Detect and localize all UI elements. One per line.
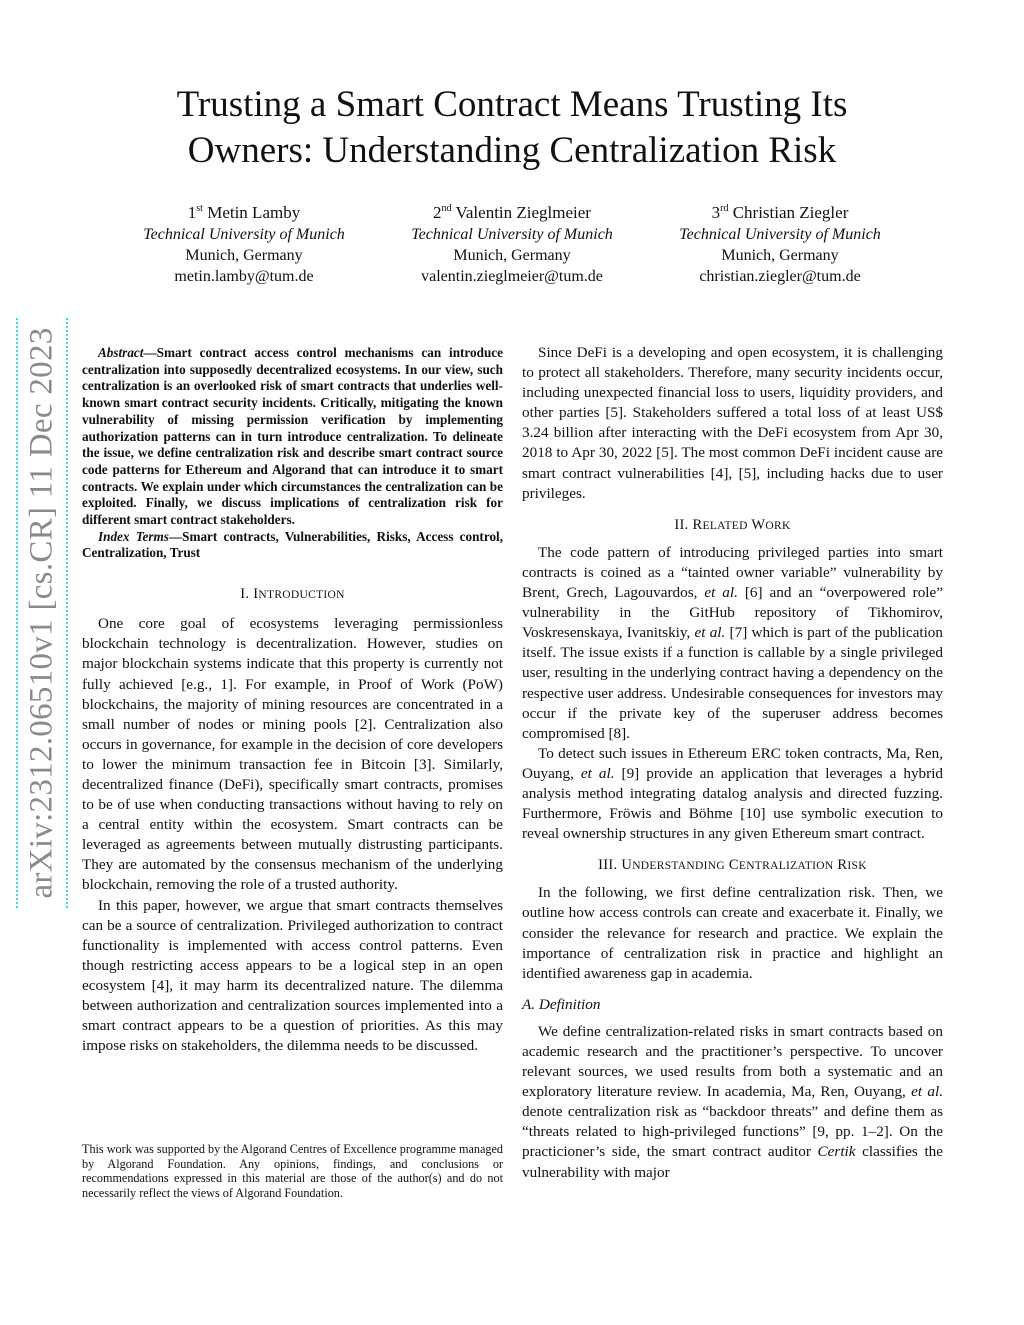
subsection-heading-definition: A. Definition (522, 995, 601, 1013)
author-block (104, 202, 384, 287)
author-affiliation: Technical University of Munich (411, 226, 613, 243)
arxiv-stamp-text: arXiv:2312.06510v1 [cs.CR] 11 Dec 2023 (23, 327, 60, 899)
author-affiliation: Technical University of Munich (143, 226, 345, 243)
index-terms-text: —Smart contracts, Vulnerabilities, Risks, Access control, Centralization, Trust (82, 528, 503, 561)
footnote: This work was supported by the Algorand Centres of Excellence programme managed by Algorand Foundation. Any opinions, findings, and conclusions or recommendations expressed in this material are those of the author(s) and do not necessarily reflect the views of Algorand Foundation. (82, 1142, 503, 1201)
abstract-text: —Smart contract access control mechanisms can introduce centralization into supposedly decentralized ecosystems. In our view, such centralization is an overlooked risk of smart contracts that underlies well-known smart contract security incidents. Critically, mitigating the known vulnerability of missing permission verification by implementing authorization patterns can in turn introduce centralization. To delineate the issue, we define centralization risk and describe smart contract source code patterns for Ethereum and Algorand that can introduce it to smart contracts. We explain under which circumstances the centralization can be exploited. Finally, we discuss implications of centralization risk for different smart contract stakeholders. (82, 345, 503, 528)
section-heading-related-work: II. RELATED WORK (674, 516, 791, 533)
paragraph: One core goal of ecosystems leveraging permissionless blockchain technology is decentralization. However, studies on major blockchain systems indicate that this property is currently not fully achieved [e.g., 1]. For example, in Proof of Work (PoW) blockchains, the majority of mining resources are concentrated in a small number of nodes or mining pools [2]. Centralization also occurs in governance, for example in the decision of core developers to lower the minimum transaction fee in Bitcoin [3]. Similarly, decentralized finance (DeFi), specifically smart contracts, promises to be of use when conducting transactions without having to rely on a central entity within the ecosystem. Smart contracts can be leveraged as agreements between mutually distrusting participants. They are automated by the consensus mechanism of the underlying blockchain, removing the role of a trusted authority. (82, 615, 503, 894)
paragraph: In this paper, however, we argue that smart contracts themselves can be a source of centralization. Privileged authorization to contract functionality is implemented with access control patterns. Even though restricting access appears to be a logical step in an open ecosystem [4], it may harm its decentralized nature. The dilemma between authorization and centralization sources implemented into a smart contract appears to be a question of priorities. As this may impose risks on stakeholders, the dilemma needs to be discussed. (82, 896, 503, 1055)
paper-title (100, 82, 924, 174)
paragraph: We define centralization-related risks in smart contracts based on academic research and the practitioner’s perspective. To uncover relevant sources, we used results from both a systematic and an exploratory literature review. In academia, Ma, Ren, Ouyang, et al. denote centralization risk as “backdoor threats” and define them as “threats related to high-privileged functions” [9, pp. 1–2]. On the practicioner’s side, the smart contract auditor Certik classifies the vulnerability with major (522, 1022, 943, 1181)
author-location: Munich, Germany (185, 247, 303, 264)
section-heading-understanding-centralization-risk: III. UNDERSTANDING CENTRALIZATION RISK (598, 857, 867, 874)
arxiv-stamp[interactable] (16, 318, 68, 908)
author-block (640, 202, 920, 287)
author-name-line: 3rd Christian Ziegler (711, 203, 849, 222)
author-name: Metin Lamby (207, 203, 301, 222)
author-location: Munich, Germany (721, 247, 839, 264)
author-location: Munich, Germany (453, 247, 571, 264)
paragraph: In the following, we first define centralization risk. Then, we outline how access controls can create and exacerbate it. Finally, we consider the relevance for research and practice. We explain the importance of centralization risk in practice and highlight an identified awareness gap in academia. (522, 884, 943, 982)
index-terms-label: Index Terms (98, 528, 169, 544)
paragraph: To detect such issues in Ethereum ERC token contracts, Ma, Ren, Ouyang, et al. [9] provide an application that leverages a hybrid analysis method integrating datalog analysis and directed fuzzing. Furthermore, Fröwis and Böhme [10] use symbolic execution to reveal ownership structures in any given Ethereum smart contract. (522, 744, 944, 843)
title-line: Owners: Understanding Centralization Risk (187, 130, 837, 171)
title-line: Trusting a Smart Contract Means Trusting Its (176, 84, 848, 125)
abstract (82, 345, 503, 529)
left-column (82, 345, 503, 1056)
index-terms (82, 529, 503, 562)
author-email[interactable]: valentin.zieglmeier@tum.de (421, 268, 603, 285)
author-name-line: 2nd Valentin Zieglmeier (433, 203, 591, 222)
author-name: Christian Ziegler (732, 203, 849, 222)
author-block (372, 202, 652, 287)
author-email[interactable]: christian.ziegler@tum.de (699, 268, 861, 285)
author-name: Valentin Zieglmeier (455, 203, 591, 222)
author-email[interactable]: metin.lamby@tum.de (174, 268, 314, 285)
author-name-line: 1st Metin Lamby (187, 203, 301, 222)
paragraph: The code pattern of introducing privileged parties into smart contracts is coined as a “tainted owner variable” vulnerability by Brent, Grech, Lagouvardos, et al. [6] and an “overpowered role” vulnerability in the GitHub repository of Tikhomirov, Voskresenskaya, Ivanitskiy, et al. [7] which is part of the publication itself. The issue exists if a function is callable by a single privileged user, resulting in the underlying contract having a dependency on the respective user address. Undesirable consequences for investors may occur if the private key of the superuser address becomes compromised [8]. (522, 543, 943, 742)
paragraph: Since DeFi is a developing and open ecosystem, it is challenging to protect all stakeholders. Therefore, many security incidents occur, including unexpected financial loss to users, liquidity providers, and other parties [5]. Stakeholders suffered a total loss of at least US$ 3.24 billion after interacting with the DeFi ecosystem from Apr 30, 2018 to Apr 30, 2022 [5]. The most common DeFi incident cause are smart contract vulnerabilities [4], [5], including hacks due to user privileges. (522, 344, 943, 502)
author-affiliation: Technical University of Munich (679, 226, 881, 243)
abstract-label: Abstract (98, 345, 144, 360)
section-heading-introduction: I. INTRODUCTION (240, 586, 345, 603)
right-column (522, 343, 943, 1183)
